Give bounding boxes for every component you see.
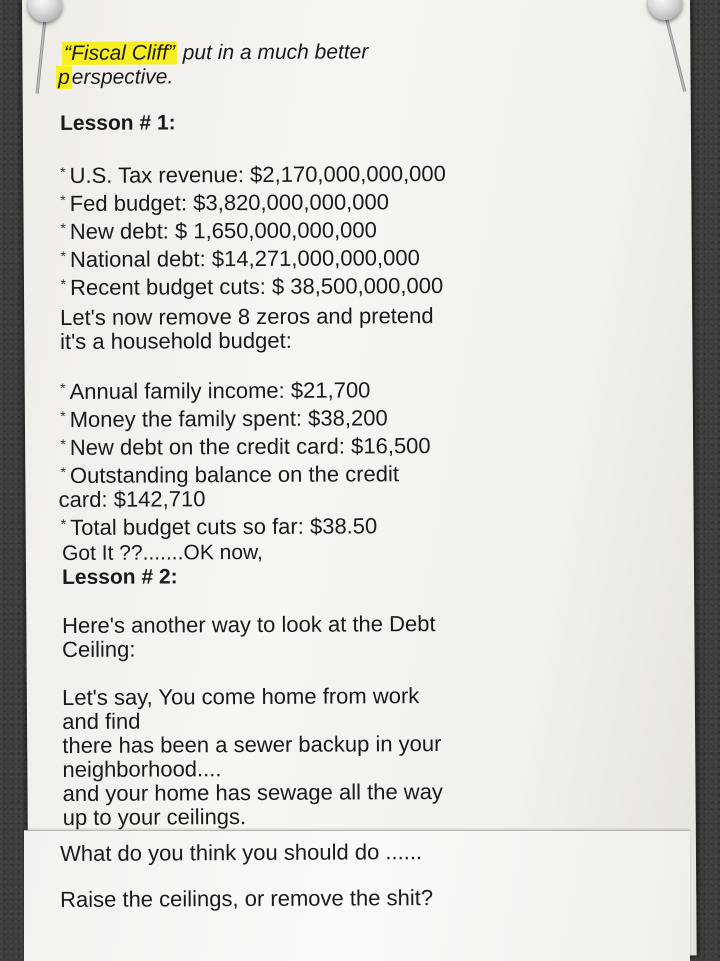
bullet-icon: * xyxy=(60,515,67,532)
list-item-continuation: card: $142,710 xyxy=(58,486,206,513)
list-item: * Outstanding balance on the credit xyxy=(60,461,400,488)
highlighted-letter: p xyxy=(57,65,70,89)
list-item: * U.S. Tax revenue: $2,170,000,000,000 xyxy=(60,160,446,188)
household-intro-line-1: Let's now remove 8 zeros and pretend xyxy=(59,303,434,330)
list-item: * Annual family income: $21,700 xyxy=(60,377,371,404)
list-item: * Total budget cuts so far: $38.50 xyxy=(60,513,378,540)
lesson-2-title: Lesson # 2: xyxy=(62,565,178,589)
bullet-icon: * xyxy=(60,463,66,480)
story-line: Let's say, You come home from work xyxy=(61,683,420,710)
header-line-1-rest: put in a much better xyxy=(176,40,369,65)
bullet-icon: * xyxy=(60,435,66,452)
header-line-2 xyxy=(56,65,173,90)
list-item: * New debt: $ 1,650,000,000,000 xyxy=(60,217,377,244)
list-item: * Recent budget cuts: $ 38,500,000,000 xyxy=(60,272,444,300)
lesson-1-title: Lesson # 1: xyxy=(60,111,176,135)
story-line: there has been a sewer backup in your xyxy=(62,731,442,758)
story-paragraph xyxy=(62,684,443,830)
bullet-icon: * xyxy=(60,219,66,236)
bullet-icon: * xyxy=(60,247,66,264)
story-line: and find xyxy=(62,708,141,734)
punchline-answer: Raise the ceilings, or remove the shit? xyxy=(59,885,434,912)
highlighted-title: “Fiscal Cliff” xyxy=(63,41,175,65)
transition-line: Got It ??.......OK now, xyxy=(62,540,263,565)
list-item: * National debt: $14,271,000,000,000 xyxy=(60,245,420,272)
list-item: * Fed budget: $3,820,000,000,000 xyxy=(60,189,390,216)
lesson-2-line-1: Here's another way to look at the Debt xyxy=(61,611,436,638)
lesson-2-line-2: Ceiling: xyxy=(61,636,136,662)
bullet-icon: * xyxy=(60,163,66,180)
list-item: * Money the family spent: $38,200 xyxy=(60,405,388,432)
header-line-1 xyxy=(62,40,368,66)
bullet-icon: * xyxy=(60,191,66,208)
bullet-icon: * xyxy=(60,407,66,424)
story-line: neighborhood.... xyxy=(62,756,222,782)
lesson-1-list xyxy=(60,158,447,300)
list-item: * New debt on the credit card: $16,500 xyxy=(60,433,431,460)
punchline-question: What do you think you should do ...... xyxy=(59,839,423,866)
household-list xyxy=(60,374,431,540)
bullet-icon: * xyxy=(60,379,66,396)
household-intro-line-2: it's a household budget: xyxy=(59,327,292,354)
bullet-icon: * xyxy=(60,275,67,292)
header-line-2-rest: erspective. xyxy=(71,65,174,89)
story-line: up to your ceilings. xyxy=(62,804,247,830)
story-line: and your home has sewage all the way xyxy=(62,779,443,806)
